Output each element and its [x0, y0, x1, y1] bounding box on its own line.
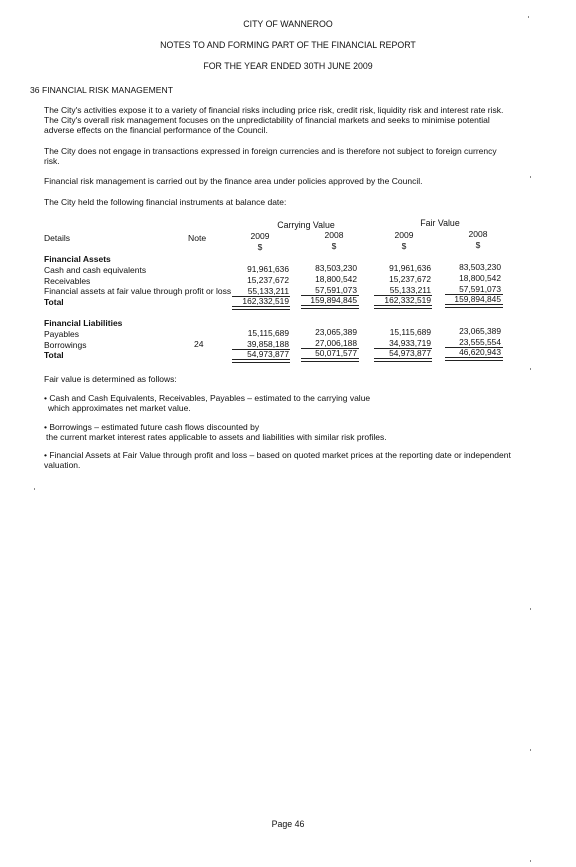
liabilities-heading: Financial Liabilities	[44, 318, 123, 328]
paragraph-instruments-intro: The City held the following financial instruments at balance date:	[44, 197, 287, 207]
total-double-rule	[301, 358, 359, 362]
total-value: 50,071,577	[315, 348, 357, 358]
total-double-rule	[445, 357, 503, 361]
report-subtitle: NOTES TO AND FORMING PART OF THE FINANCIAL REPORT	[160, 40, 416, 50]
cell-value: 57,591,073	[459, 284, 501, 294]
row-label: Financial assets at fair value through profit or loss	[44, 286, 232, 296]
cell-value: 15,115,689	[247, 328, 289, 338]
total-value: 46,620,943	[459, 347, 501, 357]
row-label: Cash and cash equivalents	[44, 265, 147, 275]
col-year-fair-2008: 2008	[468, 229, 488, 239]
cell-value: 83,503,230	[459, 262, 501, 272]
currency-fair-2009: $	[401, 241, 407, 251]
cell-value: 39,858,188	[247, 339, 289, 349]
cell-value: 23,065,389	[315, 327, 357, 337]
assets-total-label: Total	[44, 297, 64, 307]
paragraph-foreign-currency: The City does not engage in transactions expressed in foreign currencies and is therefore not subject to foreign currency risk.	[44, 146, 497, 166]
currency-carrying-2008: $	[331, 241, 337, 251]
bullet-financial-assets: • Financial Assets at Fair Value through profit and loss – based on quoted market prices at the reporting date or independent valuation.	[44, 450, 511, 470]
liabilities-total-label: Total	[44, 350, 64, 360]
total-value: 159,894,845	[454, 294, 501, 304]
col-details: Details	[44, 233, 70, 243]
scan-mark	[34, 488, 35, 490]
fair-value-intro: Fair value is determined as follows:	[44, 374, 177, 384]
total-double-rule	[301, 305, 359, 309]
total-double-rule	[374, 305, 432, 309]
group-fair-value: Fair Value	[420, 218, 460, 228]
cell-value: 15,115,689	[389, 327, 431, 337]
cell-value: 23,555,554	[459, 337, 501, 347]
cell-value: 34,933,719	[389, 338, 431, 348]
scan-mark	[530, 860, 531, 862]
col-note: Note	[188, 233, 207, 243]
total-value: 159,894,845	[310, 295, 357, 305]
currency-carrying-2009: $	[257, 242, 263, 252]
cell-value: 83,503,230	[315, 263, 357, 273]
total-value: 162,332,519	[242, 296, 289, 306]
cell-value: 91,961,636	[247, 264, 289, 274]
report-org: CITY OF WANNEROO	[243, 19, 333, 29]
cell-value: 23,065,389	[459, 326, 501, 336]
cell-value: 15,237,672	[247, 275, 289, 285]
total-double-rule	[232, 306, 290, 310]
cell-value: 91,961,636	[389, 263, 431, 273]
col-year-carrying-2009: 2009	[250, 231, 270, 241]
report-period: FOR THE YEAR ENDED 30TH JUNE 2009	[203, 61, 373, 71]
page-number: Page 46	[271, 819, 305, 829]
total-double-rule	[445, 304, 503, 308]
scan-mark	[528, 16, 529, 18]
total-value: 54,973,877	[389, 348, 431, 358]
row-label: Borrowings	[44, 340, 87, 350]
scan-mark	[530, 368, 531, 370]
cell-value: 55,133,211	[389, 285, 431, 295]
row-label: Receivables	[44, 276, 91, 286]
total-value: 54,973,877	[247, 349, 289, 359]
bullet-borrowings: • Borrowings – estimated future cash flows discounted by	[44, 422, 260, 432]
assets-heading: Financial Assets	[44, 254, 111, 264]
paragraph-risk-exposure: The City's activities expose it to a variety of financial risks including price risk, credit risk, liquidity risk and interest rate risk. The City's overall risk management focuses on the unpredictability of financial markets and seeks to minimise potential adverse effects on the financial performance of the Council.	[44, 105, 504, 135]
col-year-fair-2009: 2009	[394, 230, 414, 240]
scan-mark	[530, 176, 531, 178]
row-label: Payables	[44, 329, 79, 339]
bullet-borrowings-cont: the current market interest rates applicable to assets and liabilities with similar risk profiles.	[46, 432, 387, 442]
row-note: 24	[194, 339, 204, 349]
cell-value: 18,800,542	[315, 274, 357, 284]
cell-value: 55,133,211	[247, 286, 289, 296]
paragraph-risk-management: Financial risk management is carried out by the finance area under policies approved by the Council.	[44, 176, 423, 186]
total-double-rule	[232, 359, 290, 363]
scan-mark	[530, 608, 531, 610]
section-title: 36 FINANCIAL RISK MANAGEMENT	[30, 85, 173, 95]
currency-fair-2008: $	[475, 240, 481, 250]
cell-value: 15,237,672	[389, 274, 431, 284]
bullet-cash-receivables: • Cash and Cash Equivalents, Receivables, Payables – estimated to the carrying value	[44, 393, 371, 403]
group-carrying-value: Carrying Value	[277, 220, 335, 230]
col-year-carrying-2008: 2008	[324, 230, 344, 240]
cell-value: 18,800,542	[459, 273, 501, 283]
cell-value: 57,591,073	[315, 285, 357, 295]
scan-mark	[530, 749, 531, 751]
total-double-rule	[374, 358, 432, 362]
bullet-cash-receivables-cont: which approximates net market value.	[48, 403, 191, 413]
total-value: 162,332,519	[384, 295, 431, 305]
cell-value: 27,006,188	[315, 338, 357, 348]
